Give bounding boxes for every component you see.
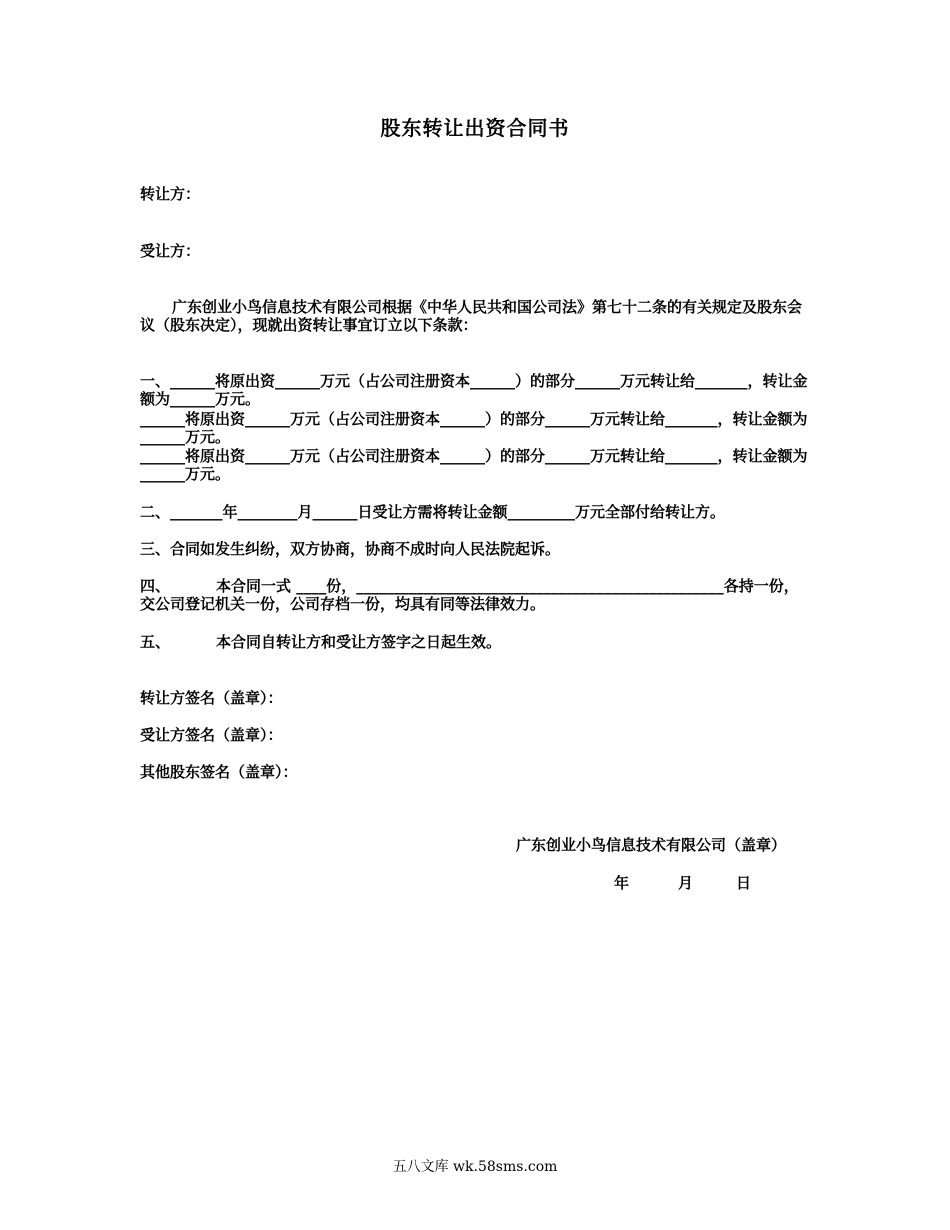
- document-title: 股东转让出资合同书: [380, 116, 570, 140]
- clause-2: 二、_______年________月______日受让方需将转让金额_________万元全部付给转让方。: [140, 503, 726, 521]
- clause-1-line-3: ______将原出资______万元（占公司注册资本______）的部分______万元转让给_______，转让金额为______万元。: [140, 447, 808, 483]
- clause-5: [140, 633, 812, 651]
- transferor-label: 转让方：: [140, 185, 201, 203]
- intro-paragraph: 广东创业小鸟信息技术有限公司根据《中华人民共和国公司法》第七十二条的有关规定及股东会议（股东决定），现就出资转让事宜订立以下条款：: [140, 298, 803, 334]
- transferor-signature-label: 转让方签名（盖章）：: [140, 689, 283, 707]
- company-seal-label: 广东创业小鸟信息技术有限公司（盖章）: [516, 836, 787, 854]
- clause-3: 三、合同如发生纠纷，双方协商，协商不成时向人民法院起诉。: [140, 540, 561, 558]
- clause-1-line-1: 一、______将原出资______万元（占公司注册资本______）的部分______万元转让给_______，转让金额为______万元。: [140, 372, 808, 408]
- clause-4-number: 四、: [140, 577, 171, 595]
- clause-5-number: 五、: [140, 633, 171, 651]
- footer-watermark: 五八文库 wk.58sms.com: [392, 1159, 558, 1175]
- date-month: 月: [678, 874, 694, 892]
- date-year: 年: [614, 874, 630, 892]
- other-shareholders-signature-label: 其他股东签名（盖章）：: [140, 763, 298, 781]
- clause-1-line-2: ______将原出资______万元（占公司注册资本______）的部分______万元转让给_______，转让金额为______万元。: [140, 410, 808, 446]
- transferee-label: 受让方：: [140, 242, 201, 260]
- clause-4-text: 本合同一式 ____份，_________________________________________________各持一份，交公司登记机关一份，公司存档一份，均具有同等法律效力。: [140, 577, 799, 613]
- clause-4: [140, 577, 812, 613]
- transferee-signature-label: 受让方签名（盖章）：: [140, 726, 283, 744]
- date-day: 日: [736, 874, 752, 892]
- clause-5-text: 本合同自转让方和受让方签字之日起生效。: [216, 633, 502, 651]
